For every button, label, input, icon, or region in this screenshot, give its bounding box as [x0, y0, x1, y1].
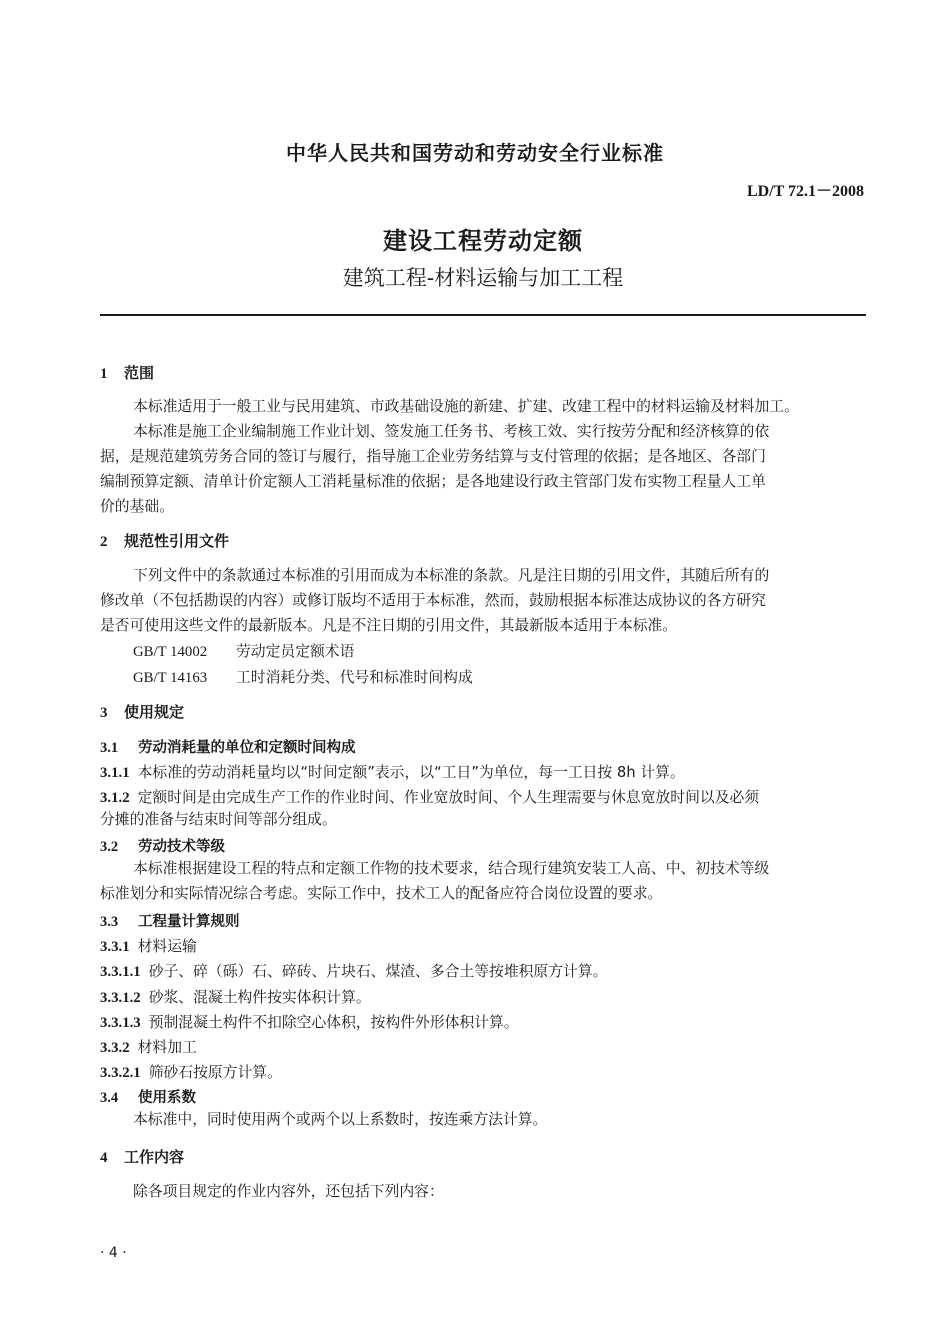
clause-3-1-2-continuation: 分摊的准备与结束时间等部分组成。: [100, 811, 337, 828]
subsection-3-2-heading: [100, 835, 225, 856]
reference-item: [133, 665, 473, 691]
clause-number: 3.3.1.1: [100, 964, 141, 980]
page-number: · 4 ·: [100, 1245, 127, 1261]
subsection-3-4-heading: [100, 1086, 196, 1107]
org-title: 中华人民共和国劳动和劳动安全行业标准: [286, 141, 664, 165]
subsection-number: 3.4: [100, 1090, 119, 1106]
subsection-3-1-heading: [100, 736, 356, 757]
clause-3-3-1: [100, 935, 197, 956]
reference-title: 工时消耗分类、代号和标准时间构成: [236, 669, 473, 686]
reference-code: GB/T 14163: [133, 670, 208, 686]
clause-number: 3.3.1.2: [100, 990, 141, 1006]
clause-text: 筛砂石按原方计算。: [148, 1064, 282, 1081]
s2-paragraph-line-2: 修改单（不包括勘误的内容）或修订版均不适用于本标准，然而，鼓励根据本标准达成协议的各方研究: [100, 592, 766, 609]
clause-number: 3.1.2: [100, 790, 130, 806]
s2-paragraph-line-3: 是否可使用这些文件的最新版本。凡是不注日期的引用文件，其最新版本适用于本标准。: [100, 617, 678, 634]
clause-3-3-2-1: [100, 1061, 282, 1082]
standard-code: LD/T 72.1－2008: [746, 183, 864, 200]
subsection-title: 使用系数: [138, 1090, 196, 1106]
clause-text: 材料加工: [137, 1039, 197, 1056]
clause-text: 砂浆、混凝土构件按实体积计算。: [148, 989, 371, 1006]
s1-paragraph-2-line-3: 编制预算定额、清单计价定额人工消耗量标准的依据；是各地建设行政主管部门发布实物工程量人工单: [100, 473, 766, 490]
s1-paragraph-2-line-1: 本标准是施工企业编制施工作业计划、签发施工任务书、考核工效、实行按劳分配和经济核算的依: [133, 423, 770, 440]
clause-text: 材料运输: [137, 938, 197, 955]
clause-3-3-1-1: [100, 960, 607, 981]
subsection-number: 3.1: [100, 740, 119, 756]
title-divider: [100, 314, 866, 316]
clause-number: 3.3.1.3: [100, 1015, 141, 1031]
clause-3-3-2: [100, 1036, 197, 1057]
s1-paragraph-2-line-4: 价的基础。: [100, 498, 174, 515]
s3-4-paragraph: 本标准中，同时使用两个或两个以上系数时，按连乘方法计算。: [133, 1111, 548, 1128]
s4-paragraph: 除各项目规定的作业内容外，还包括下列内容：: [133, 1183, 444, 1200]
section-2-heading: [100, 530, 229, 551]
clause-text: 预制混凝土构件不扣除空心体积，按构件外形体积计算。: [148, 1014, 519, 1031]
section-3-heading: [100, 701, 184, 722]
section-title: 使用规定: [124, 703, 185, 721]
subsection-title: 工程量计算规则: [138, 914, 240, 930]
s2-paragraph-line-1: 下列文件中的条款通过本标准的引用而成为本标准的条款。凡是注日期的引用文件，其随后所有的: [133, 567, 770, 584]
s1-paragraph-2-line-2: 据，是规范建筑劳务合同的签订与履行，指导施工企业劳务结算与支付管理的依据；是各地区、各部门: [100, 448, 766, 465]
clause-3-1-1: [100, 761, 685, 782]
clause-number: 3.3.1: [100, 939, 130, 955]
reference-title: 劳动定员定额术语: [236, 643, 355, 660]
section-title: 工作内容: [124, 1148, 185, 1166]
subsection-title: 劳动消耗量的单位和定额时间构成: [138, 740, 356, 756]
clause-3-3-1-3: [100, 1011, 519, 1032]
section-title: 规范性引用文件: [124, 532, 230, 550]
document-subtitle: 建筑工程-材料运输与加工工程: [342, 266, 624, 290]
clause-number: 3.3.2.1: [100, 1065, 141, 1081]
clause-number: 3.3.2: [100, 1040, 130, 1056]
clause-3-1-2: [100, 786, 759, 807]
section-4-heading: [100, 1146, 184, 1167]
s3-2-paragraph-line-2: 标准划分和实际情况综合考虑。实际工作中，技术工人的配备应符合岗位设置的要求。: [100, 885, 663, 902]
clause-text: 本标准的劳动消耗量均以“时间定额”表示，以“工日”为单位，每一工日按 8h 计算。: [137, 764, 685, 781]
section-1-heading: [100, 362, 154, 383]
section-number: 4: [100, 1150, 108, 1166]
reference-code: GB/T 14002: [133, 644, 208, 660]
s1-paragraph-1: 本标准适用于一般工业与民用建筑、市政基础设施的新建、扩建、改建工程中的材料运输及材料加工。: [133, 398, 799, 415]
subsection-3-3-heading: [100, 910, 240, 931]
section-title: 范围: [124, 364, 155, 382]
clause-number: 3.1.1: [100, 765, 130, 781]
section-number: 1: [100, 366, 108, 382]
clause-3-3-1-2: [100, 986, 371, 1007]
subsection-number: 3.3: [100, 914, 119, 930]
subsection-title: 劳动技术等级: [138, 839, 225, 855]
document-title: 建设工程劳动定额: [383, 227, 583, 255]
section-number: 3: [100, 705, 108, 721]
subsection-number: 3.2: [100, 839, 119, 855]
clause-text: 砂子、碎（砾）石、碎砖、片块石、煤渣、多合土等按堆积原方计算。: [148, 963, 608, 980]
section-number: 2: [100, 534, 108, 550]
reference-item: [133, 639, 354, 665]
s3-2-paragraph-line-1: 本标准根据建设工程的特点和定额工作物的技术要求，结合现行建筑安装工人高、中、初技术等级: [133, 860, 770, 877]
clause-text: 定额时间是由完成生产工作的作业时间、作业宽放时间、个人生理需要与休息宽放时间以及必须: [137, 789, 760, 806]
